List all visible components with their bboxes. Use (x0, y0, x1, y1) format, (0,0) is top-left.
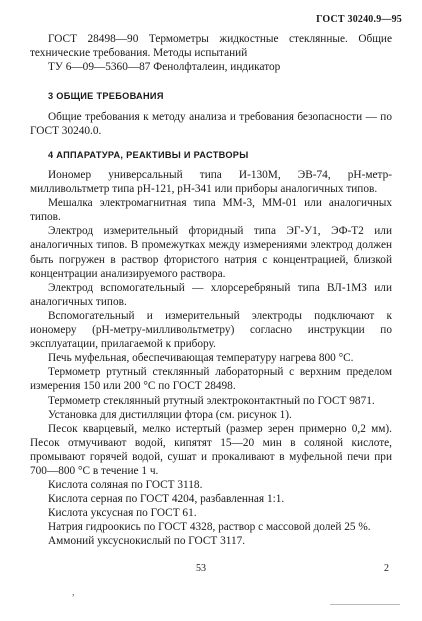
list-item: Песок кварцевый, мелко истертый (размер зерен примерно 0,2 мм). Песок отмучивают водой, кипятят 15—20 мин в соляной кислоте, промывают горячей водой, сушат и прокаливают в муфельной печи при 700—800 °С в течение 1 ч. (30, 422, 392, 477)
list-item: Кислота уксусная по ГОСТ 61. (48, 507, 197, 520)
list-item: Вспомогательный и измерительный электроды подключают к иономеру (pH-метру-милливольтметру) согласно инструкции по эксплуатации, прилагаемой к прибору. (30, 309, 392, 351)
reference-item: ГОСТ 28498—90 Термометры жидкостные стеклянные. Общие технические требования. Методы испытаний (30, 33, 392, 60)
sheet-number: 2 (384, 563, 389, 574)
list-item: Печь муфельная, обеспечивающая температуру нагрева 800 °С. (48, 352, 354, 365)
reference-list (30, 32, 392, 75)
section-4-body (30, 168, 392, 549)
page-number: 53 (196, 563, 206, 574)
scan-mark: , (72, 587, 75, 598)
list-item: Термометр ртутный стеклянный лабораторный с верхним пределом измерения 150 или 200 °С по ГОСТ 28498. (30, 366, 392, 393)
section-3-body (30, 110, 392, 138)
list-item: Кислота соляная по ГОСТ 3118. (48, 479, 203, 492)
section-4-title: 4 АППАРАТУРА, РЕАКТИВЫ И РАСТВОРЫ (48, 150, 249, 160)
list-item: Установка для дистилляции фтора (см. рисунок 1). (48, 408, 292, 421)
scan-line (330, 604, 400, 605)
list-item: Термометр стеклянный ртутный электроконтактный по ГОСТ 9871. (48, 394, 375, 407)
list-item: Аммоний уксуснокислый по ГОСТ 3117. (48, 535, 246, 548)
section-3-title: 3 ОБЩИЕ ТРЕБОВАНИЯ (48, 91, 164, 101)
reference-item: ТУ 6—09—5360—87 Фенолфталеин, индикатор (48, 61, 281, 74)
list-item: Иономер универсальный типа И-130М, ЭВ-74, pH-метр-милливольтметр типа pH-121, pH-341 или приборы аналогичных типов. (30, 169, 392, 196)
list-item: Мешалка электромагнитная типа ММ-3, ММ-01 или аналогичных типов. (30, 197, 392, 224)
list-item: Кислота серная по ГОСТ 4204, разбавленная 1:1. (48, 493, 285, 506)
list-item: Натрия гидроокись по ГОСТ 4328, раствор с массовой долей 25 %. (48, 521, 371, 534)
section-3-text: Общие требования к методу анализа и требования безопасности — по ГОСТ 30240.0. (30, 111, 392, 138)
document-header: ГОСТ 30240.9—95 (316, 14, 402, 25)
list-item: Электрод измерительный фторидный типа ЭГ-У1, ЭФ-Т2 или аналогичных типов. В промежутках между измерениями электрод должен быть погружен в раствор фтористого натрия с концентрацией, близкой концентрации анализируемого раствора. (30, 225, 392, 280)
list-item: Электрод вспомогательный — хлорсеребряный типа ВЛ-1МЗ или аналогичных типов. (30, 281, 392, 308)
